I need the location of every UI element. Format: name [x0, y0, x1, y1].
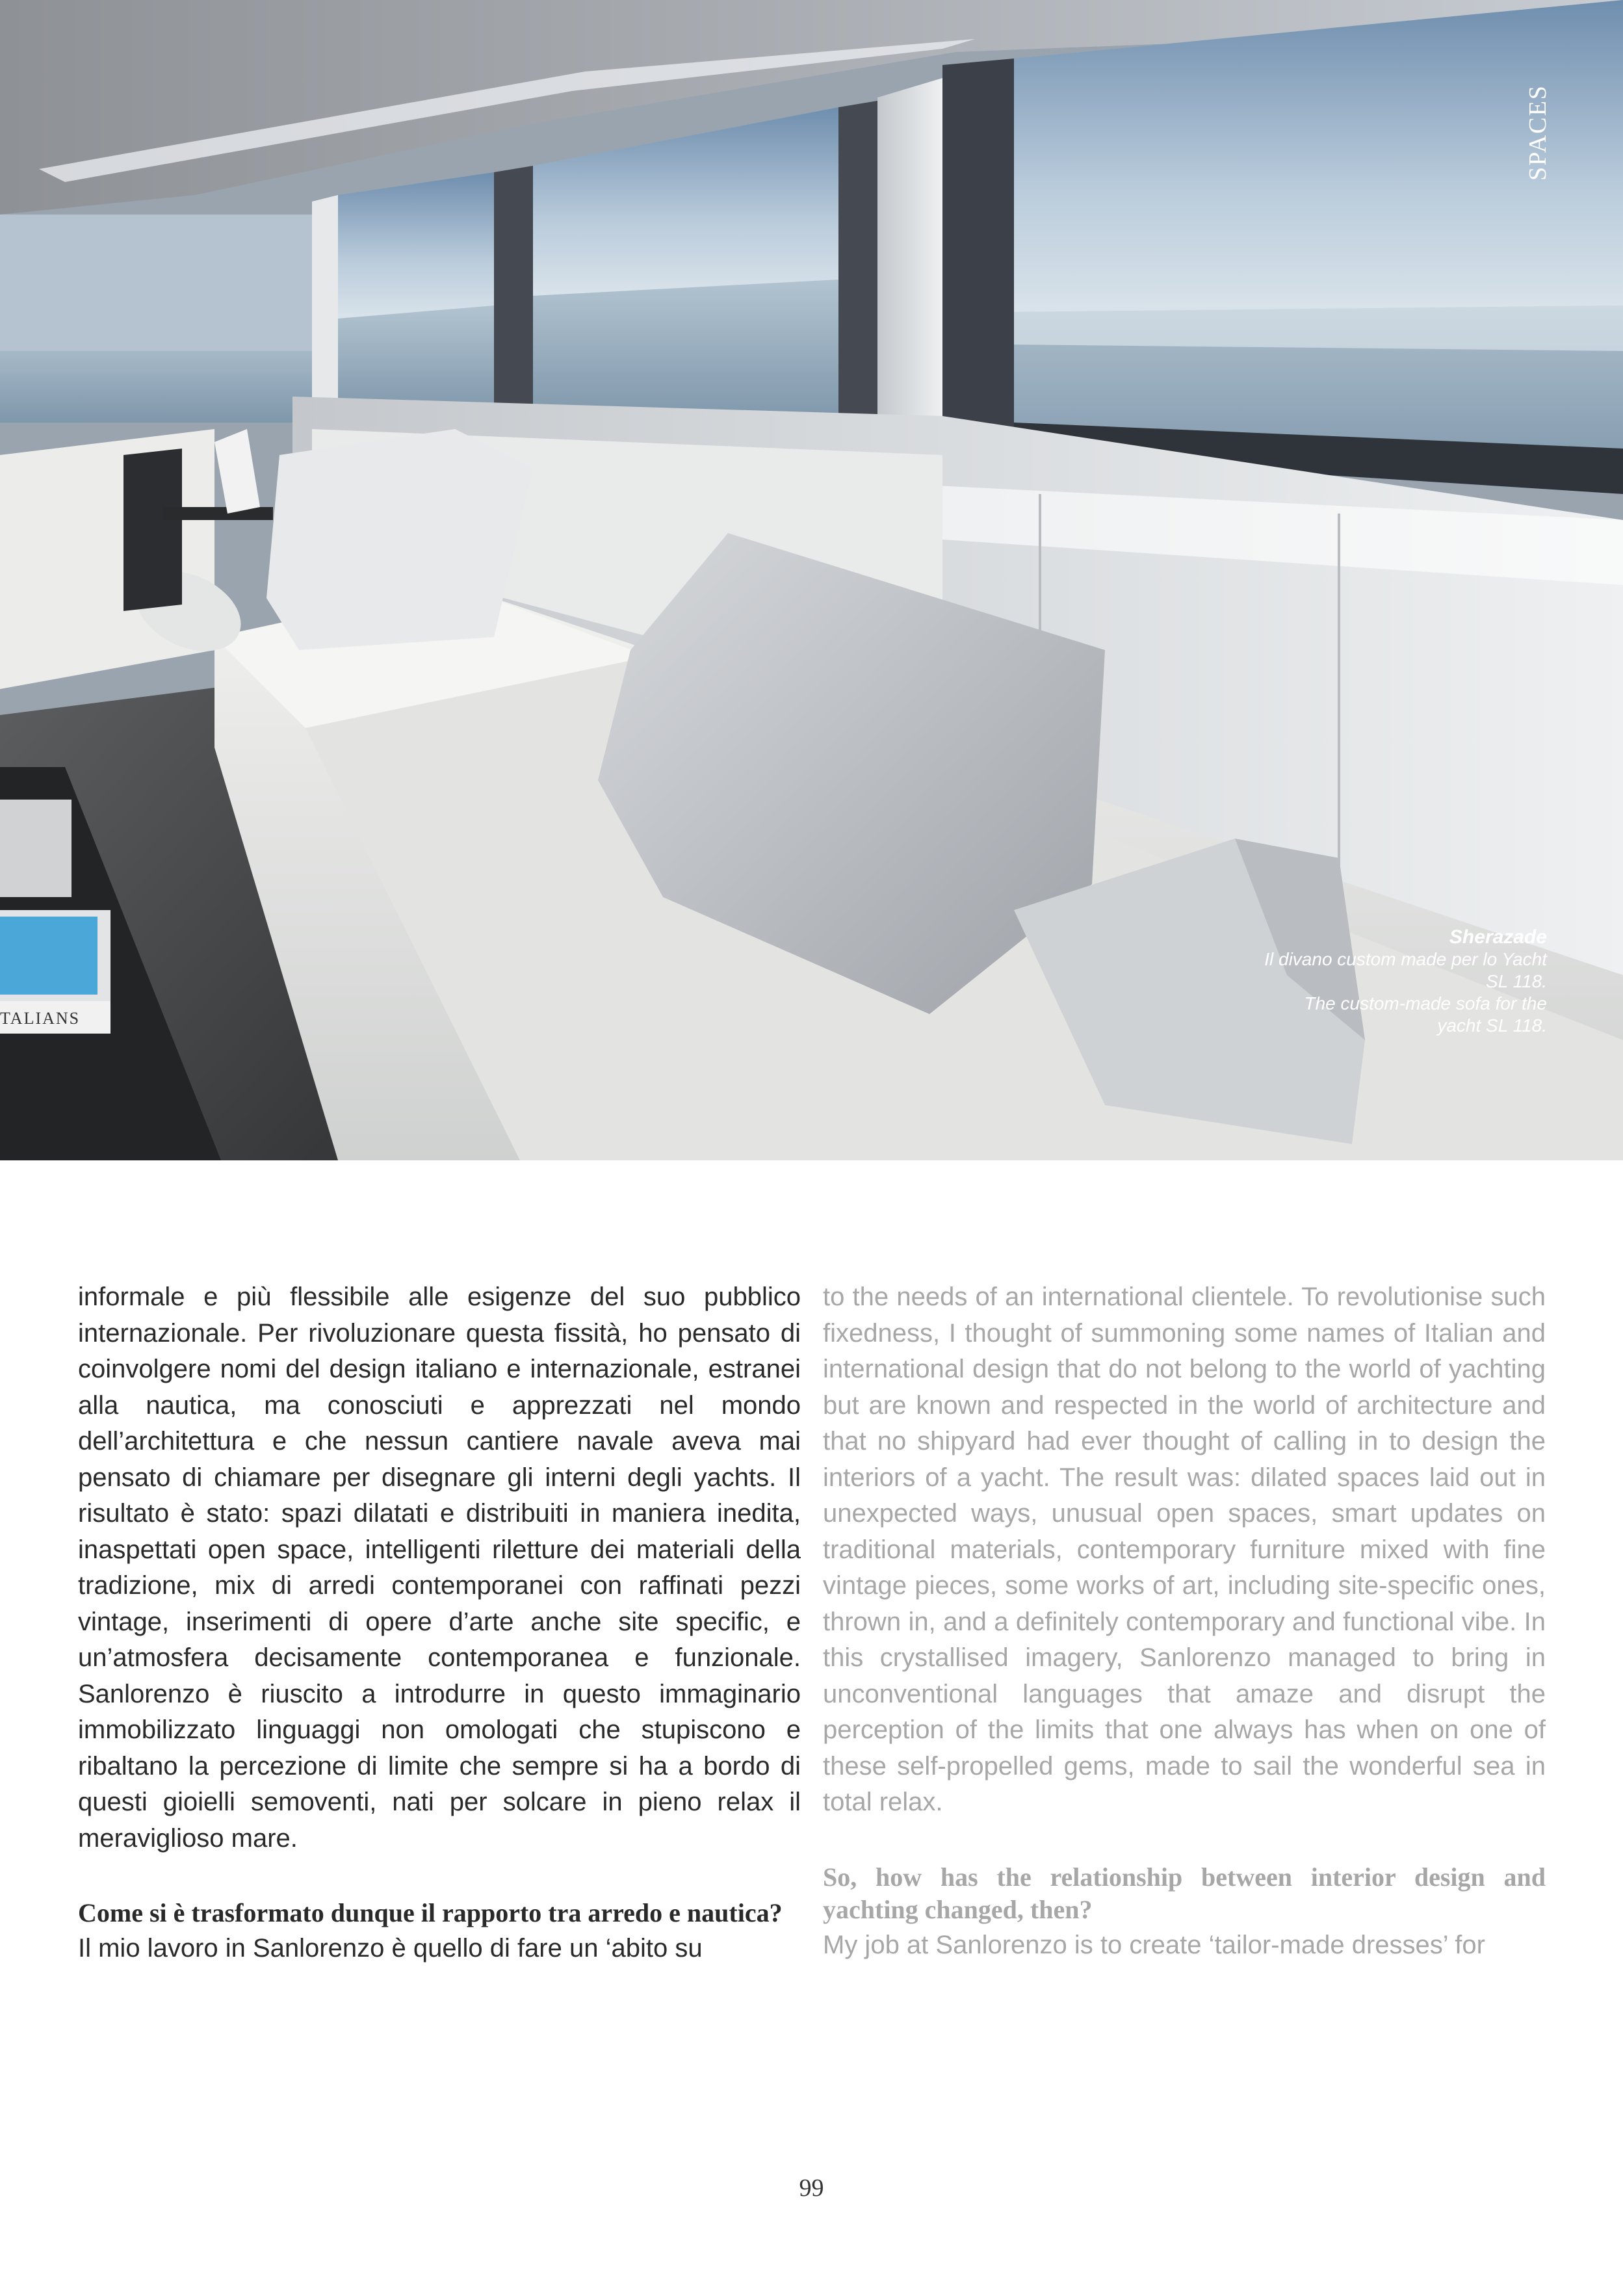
english-paragraph	[823, 1279, 1546, 1821]
italian-column	[78, 1279, 801, 1967]
question-line: nautica?	[686, 1898, 783, 1927]
text-line: pensato di chiamare per disegnare gli interni degli yachts. Il	[78, 1463, 801, 1492]
text-line: informale e più flessibile alle esigenze del suo pubblico	[78, 1283, 801, 1311]
text-line: contemporary furniture mixed with fine vintage pieces,	[823, 1535, 1546, 1600]
text-line: in unconventional languages that amaze and disrupt the	[823, 1643, 1546, 1708]
text-line: un’atmosfera decisamente contemporanea e funzionale.	[78, 1643, 801, 1672]
text-line: risultato è stato: spazi dilatati e distribuiti in maniera inedita,	[78, 1499, 801, 1528]
text-line: sea in total relax.	[823, 1751, 1546, 1816]
english-column	[823, 1279, 1546, 1963]
text-line: this crystallised imagery, Sanlorenzo managed to bring	[823, 1643, 1509, 1672]
caption-line: SL 118.	[1486, 971, 1547, 991]
text-line: world of architecture and that no shipyard had ever thought	[823, 1390, 1546, 1455]
text-line: meraviglioso mare.	[78, 1823, 298, 1853]
text-line: di coinvolgere nomi del design italiano e internazionale,	[78, 1318, 801, 1383]
caption-line: yacht SL 118.	[1437, 1015, 1547, 1036]
text-line: My job at Sanlorenzo is to create ‘tailor-made dresses’ for	[823, 1930, 1485, 1959]
question-line: Come si è trasformato dunque il rapporto tra arredo e	[78, 1898, 681, 1927]
english-answer	[823, 1927, 1546, 1964]
text-line: some works of art, including site-specific ones, thrown	[823, 1571, 1546, 1636]
text-line: di questi gioielli semoventi, nati per solcare in pieno relax il	[78, 1751, 801, 1816]
english-question	[823, 1861, 1546, 1926]
text-line: ribaltano la percezione di limite che sempre si ha a bordo	[78, 1751, 770, 1781]
text-line: in, and a definitely contemporary and functional vibe. In	[908, 1607, 1546, 1636]
text-line: dell’architettura e che nessun cantiere navale aveva mai	[78, 1427, 801, 1455]
text-line: internazionale. Per rivoluzionare questa fissità, ho pensato	[78, 1318, 770, 1348]
caption-title: Sherazade	[1449, 926, 1547, 948]
text-line: Il mio lavoro in Sanlorenzo è quello di fare un ‘abito su	[78, 1934, 703, 1963]
caption-line: Il divano custom made per lo Yacht	[1264, 949, 1547, 969]
text-line: immobilizzato linguaggi non omologati che stupiscono e	[78, 1715, 801, 1744]
italian-answer	[78, 1931, 801, 1967]
photo-caption	[1209, 926, 1547, 1037]
section-label: SPACES	[1524, 85, 1552, 181]
text-line: open spaces, smart updates on traditional materials,	[823, 1499, 1546, 1564]
text-line: tradizione, mix di arredi contemporanei con raffinati pezzi	[78, 1571, 801, 1600]
text-line: of calling in to design the interiors of a yacht. The result	[823, 1427, 1546, 1492]
text-line: of these self-propelled gems, made to sail the wonderful	[823, 1715, 1546, 1781]
text-line: perception of the limits that one always has when on one	[823, 1715, 1513, 1744]
text-line: Italian and international design that do not belong to the	[823, 1318, 1546, 1383]
italian-paragraph	[78, 1279, 801, 1857]
italian-question	[78, 1897, 801, 1929]
text-line: such fixedness, I thought of summoning some names of	[823, 1283, 1546, 1348]
page-number: 99	[799, 2174, 824, 2202]
text-line: vintage, inserimenti di opere d’arte anche site specific, e	[78, 1607, 801, 1636]
question-line: yachting changed, then?	[823, 1894, 1093, 1924]
caption-line: The custom-made sofa for the	[1304, 993, 1547, 1013]
text-line: to the needs of an international clientele. To revolutionise	[823, 1283, 1483, 1311]
text-line: Sanlorenzo è riuscito a introdurre in questo immaginario	[78, 1679, 801, 1708]
question-line: So, how has the relationship between interior design and	[823, 1862, 1546, 1892]
text-line: was: dilated spaces laid out in unexpected ways, unusual	[823, 1463, 1546, 1528]
book-spine-text: TALIANS	[0, 1009, 81, 1028]
text-line: inaspettati open space, intelligenti riletture dei materiali della	[78, 1535, 801, 1564]
text-line: world of yachting but are known and respected in the	[823, 1355, 1546, 1420]
text-line: estranei alla nautica, ma conosciuti e apprezzati nel mondo	[78, 1355, 801, 1420]
